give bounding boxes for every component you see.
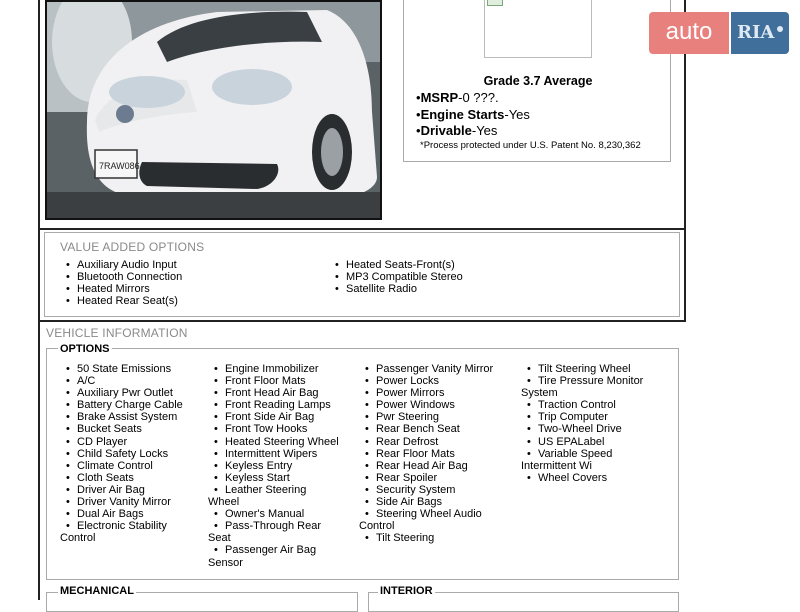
list-item: • Steering Wheel Audio [359, 508, 493, 520]
list-item: • Dual Air Bags [60, 508, 183, 520]
list-item-continuation: Sensor [208, 556, 243, 569]
list-item: • Rear Bench Seat [359, 423, 493, 435]
list-item: • Tire Pressure Monitor [521, 375, 643, 387]
list-item: • Traction Control [521, 399, 643, 411]
list-item: • Passenger Vanity Mirror [359, 363, 493, 375]
grade-details [416, 90, 530, 140]
vehicle-info-title: VEHICLE INFORMATION [46, 326, 188, 340]
mechanical-title: MECHANICAL [60, 585, 134, 597]
value-added-box [44, 232, 680, 317]
list-item: • Variable Speed [521, 448, 643, 460]
drivable-row: •Drivable-Yes [416, 123, 498, 138]
list-item-continuation: Control [60, 532, 96, 545]
list-item-continuation: Wheel [208, 496, 240, 509]
msrp-value: -0 ???. [458, 90, 499, 105]
list-item: • Battery Charge Cable [60, 399, 183, 411]
drivable-label: Drivable [420, 123, 472, 138]
list-item: • Front Tow Hooks [208, 423, 339, 435]
list-item: • Tilt Steering [359, 532, 493, 544]
drivable-value: -Yes [471, 123, 498, 138]
engine-row: •Engine Starts-Yes [416, 106, 530, 122]
grade-title: Grade 3.7 Average [483, 74, 593, 88]
list-item: • Power Mirrors [359, 387, 493, 399]
list-item: • Driver Air Bag [60, 484, 183, 496]
list-item: • Heated Steering Wheel [208, 436, 339, 448]
patent-note: *Process protected under U.S. Patent No. 8,230,362 [420, 140, 641, 151]
list-item: • Tilt Steering Wheel [521, 363, 643, 375]
list-item: • Rear Floor Mats [359, 448, 493, 460]
list-item: • Brake Assist System [60, 411, 183, 423]
list-item: • Pass-Through Rear [208, 520, 339, 532]
auto-ria-logo[interactable] [649, 12, 789, 54]
msrp-label: MSRP [420, 90, 459, 105]
list-item: • 50 State Emissions [60, 363, 183, 375]
list-item: • Front Reading Lamps [208, 399, 339, 411]
list-item: • Power Locks [359, 375, 493, 387]
list-item: • Rear Head Air Bag [359, 460, 493, 472]
engine-value: -Yes [504, 106, 530, 122]
list-item: • Engine Immobilizer [208, 363, 339, 375]
list-item: • Auxiliary Audio Input [60, 259, 182, 271]
list-item: • US EPALabel [521, 436, 643, 448]
interior-title: INTERIOR [380, 585, 433, 597]
options-col1 [60, 363, 183, 544]
list-item: • Climate Control [60, 460, 183, 472]
value-added-col2 [329, 259, 463, 295]
list-item: • Driver Vanity Mirror [60, 496, 183, 508]
engine-label: Engine Starts [420, 106, 505, 122]
list-item: • Bucket Seats [60, 423, 183, 435]
list-item-continuation: Control [359, 520, 395, 533]
list-item: • Auxiliary Pwr Outlet [60, 387, 183, 399]
grade-panel [403, 0, 671, 162]
list-item: • Satellite Radio [329, 283, 463, 295]
list-item: • Leather Steering [208, 484, 339, 496]
options-title: OPTIONS [60, 343, 110, 355]
options-col4 [521, 363, 643, 484]
logo-ria: RIA [731, 12, 789, 54]
list-item: • Rear Spoiler [359, 472, 493, 484]
list-item: • A/C [60, 375, 183, 387]
value-added-col1 [60, 259, 182, 307]
list-item: • Side Air Bags [359, 496, 493, 508]
list-item: • Electronic Stability [60, 520, 183, 532]
list-item: • Passenger Air Bag [208, 544, 339, 556]
list-item: • Power Windows [359, 399, 493, 411]
list-item: • Cloth Seats [60, 472, 183, 484]
options-col3 [359, 363, 493, 544]
list-item-continuation: Seat [208, 532, 231, 545]
list-item: • Heated Seats-Front(s) [329, 259, 463, 271]
list-item: • Heated Rear Seat(s) [60, 295, 182, 307]
list-item: • Keyless Entry [208, 460, 339, 472]
vehicle-photo [45, 0, 382, 220]
list-item-continuation: System [521, 387, 558, 400]
license-plate: 7RAW086 [99, 161, 140, 171]
value-added-title: VALUE ADDED OPTIONS [60, 240, 205, 254]
options-col2 [208, 363, 339, 569]
list-item: • Intermittent Wipers [208, 448, 339, 460]
list-item: • Security System [359, 484, 493, 496]
list-item: • Rear Defrost [359, 436, 493, 448]
list-item: • Pwr Steering [359, 411, 493, 423]
list-item: • Front Head Air Bag [208, 387, 339, 399]
list-item: • Trip Computer [521, 411, 643, 423]
list-item: • Front Side Air Bag [208, 411, 339, 423]
list-item: • Keyless Start [208, 472, 339, 484]
logo-auto: auto [649, 12, 729, 54]
list-item: • Owner's Manual [208, 508, 339, 520]
list-item-continuation: Intermittent Wi [521, 459, 592, 472]
list-item: • Two-Wheel Drive [521, 423, 643, 435]
list-item: • CD Player [60, 436, 183, 448]
broken-image-icon [484, 0, 592, 58]
list-item: • MP3 Compatible Stereo [329, 271, 463, 283]
msrp-row: •MSRP-0 ???. [416, 90, 499, 105]
list-item: • Front Floor Mats [208, 375, 339, 387]
list-item: • Child Safety Locks [60, 448, 183, 460]
divider [40, 228, 684, 230]
list-item: • Heated Mirrors [60, 283, 182, 295]
list-item: • Bluetooth Connection [60, 271, 182, 283]
list-item: • Wheel Covers [521, 472, 643, 484]
